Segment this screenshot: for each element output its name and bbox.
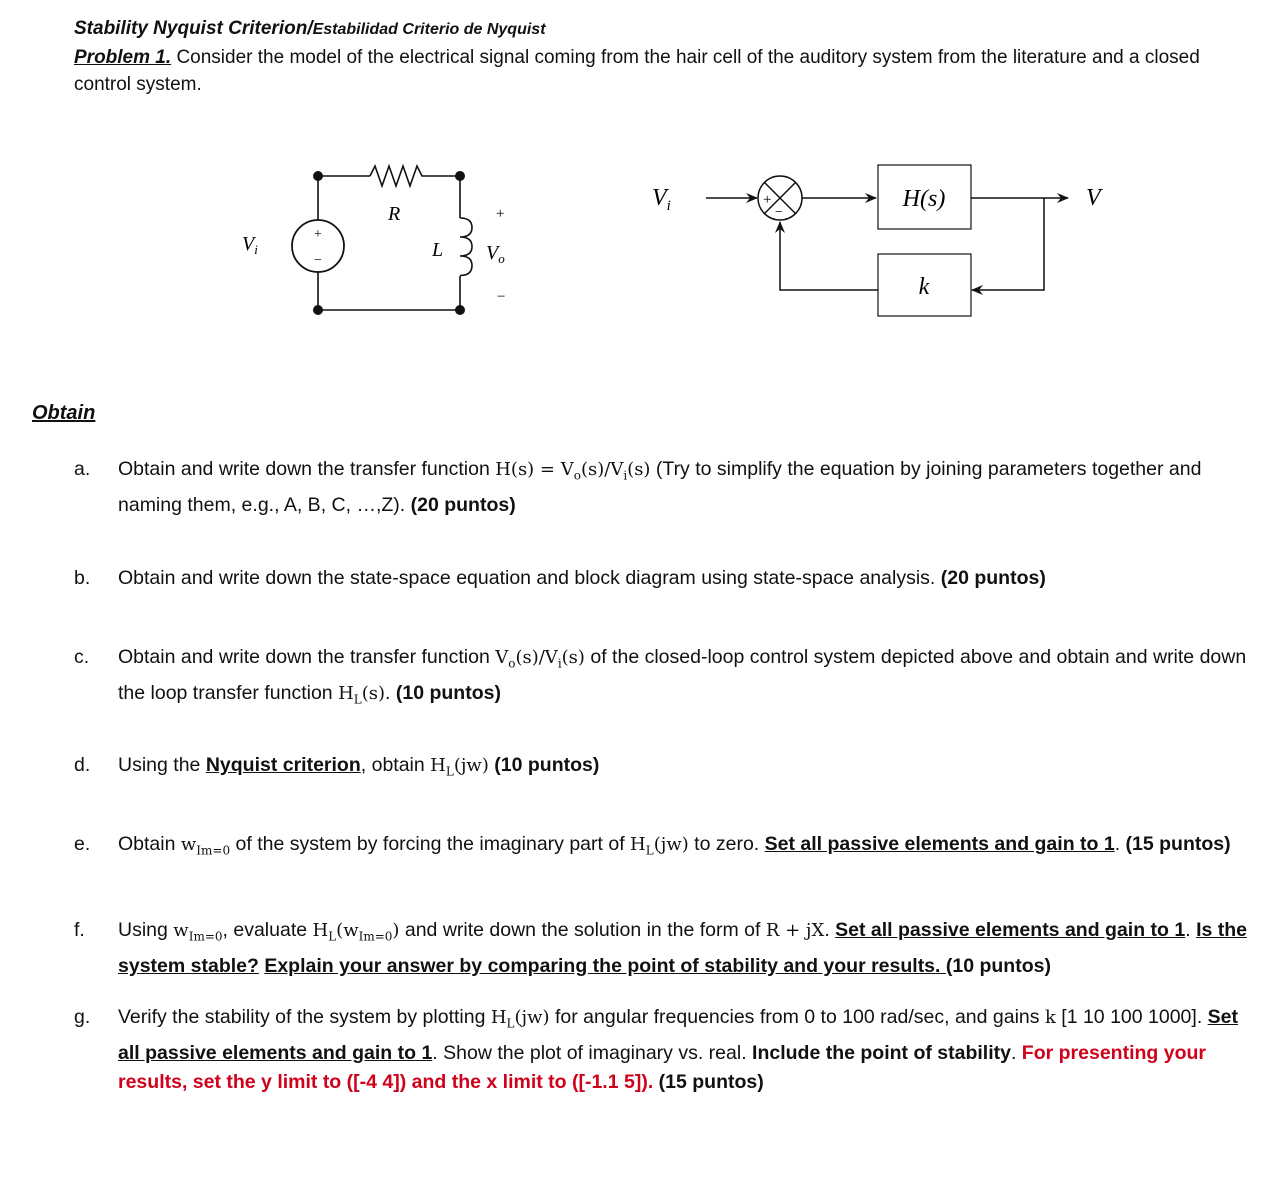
points: (10 puntos) [488, 754, 600, 776]
question-letter: d. [74, 754, 91, 776]
feedback-return-arrow [780, 222, 878, 290]
output-label: $V_o$ [486, 242, 505, 266]
stability-question: Is the system stable? [118, 919, 1247, 977]
summing-junction [758, 176, 802, 220]
equation: $H_L(s)$ [338, 682, 386, 707]
equation: k [1044, 1007, 1056, 1028]
inductor-label: L [432, 239, 444, 261]
plot-limits-instruction: For presenting your results, set the y limit to ([-4 4]) and the x limit to ([-1.1 5]). [118, 1041, 1206, 1093]
equation: $H_L(jw)$ [490, 1007, 550, 1031]
source-plus-sign: + [314, 227, 322, 242]
instruction-emphasis: Set all passive elements and gain to 1 [118, 1006, 1239, 1064]
k-block-label: k [918, 274, 930, 300]
output-plus-sign: + [496, 206, 505, 222]
points: (15 puntos) [653, 1070, 764, 1093]
points: (10 puntos) [395, 681, 501, 704]
question-letter: g. [74, 1006, 91, 1028]
points: (10 puntos) [945, 954, 1051, 977]
points: (15 puntos) [1125, 833, 1231, 855]
question-e: e. Obtain $w_{Im=0}$ of the system by forcing the imaginary part of $H_L(jw)$ to zero. Set all passive elements and gain to 1. (15 puntos) [74, 830, 1264, 866]
h-s-block-label: H(s) [902, 186, 946, 212]
equation: $w_{Im=0}$ [173, 920, 223, 944]
resistor-symbol [370, 166, 426, 186]
sum-plus-sign: + [763, 192, 772, 208]
feedback-block-diagram [640, 160, 1120, 325]
page-title: Stability Nyquist Criterion/Estabilidad Criterio de Nyquist [74, 18, 546, 39]
feedback-path [972, 198, 1044, 290]
points: (20 puntos) [940, 567, 1046, 589]
question-letter: a. [74, 458, 91, 480]
equation: $w_{Im=0}$ [180, 834, 231, 858]
equation: $H(s) = V_o(s)/V_i(s)$ [495, 459, 651, 483]
section-heading: Obtain [32, 402, 96, 424]
question-f: f. Using $w_{Im=0}$, evaluate $H_L(w_{Im=0})$ and write down the solution in the form of R + jX. Set all passive elements and gain to 1. Is the system stable? Explain your answer by comparing the point of stability and your results. (10 puntos) [74, 916, 1264, 981]
question-b: b. Obtain and write down the state-space equation and block diagram using state-space analysis. (20 puntos) [74, 564, 1264, 593]
instruction-emphasis: Explain your answer by comparing the point of stability and your results. [264, 954, 946, 977]
source-minus-sign: − [314, 253, 322, 268]
equation: R + jX [765, 920, 825, 941]
stability-point-emphasis: Include the point of stability [752, 1041, 1011, 1064]
input-label: $V_i$ [652, 185, 671, 214]
question-g: g. Verify the stability of the system by plotting $H_L(jw)$ for angular frequencies from 0 to 100 rad/sec, and gains k [1 10 100 1000]. Set all passive elements and gain to 1. Show the plot of imaginary vs. real. Include the point of stability. For presenting your results, set the y limit to ([-4 4]) and the x limit to ([-1.1 5]). (15 puntos) [74, 1003, 1264, 1097]
sum-minus-sign: − [775, 205, 783, 220]
rl-circuit-diagram [230, 158, 530, 328]
inductor-symbol [460, 218, 472, 276]
resistor-label: R [388, 203, 401, 225]
question-d: d. Using the Nyquist criterion, obtain $H_L(jw)$ (10 puntos) [74, 751, 1264, 787]
page-subtitle: Estabilidad Criterio de Nyquist [312, 21, 546, 38]
question-letter: e. [74, 833, 91, 855]
problem-label: Problem 1. [74, 47, 172, 68]
nyquist-criterion-emphasis: Nyquist criterion [205, 754, 361, 776]
question-a: a. Obtain and write down the transfer function $H(s) = V_o(s)/V_i(s)$ (Try to simplify the equation by joining parameters together and naming them, e.g., A, B, C, …,Z). (20 puntos) [74, 455, 1264, 520]
question-letter: f. [74, 919, 85, 941]
source-label: $V_i$ [242, 233, 258, 257]
question-letter: c. [74, 646, 90, 668]
equation: $H_L(w_{Im=0})$ [312, 920, 400, 944]
equation: $H_L(jw)$ [430, 755, 489, 779]
question-letter: b. [74, 567, 91, 589]
equation: $V_o(s)/V_i(s)$ [495, 647, 585, 671]
problem-statement [74, 44, 1224, 98]
instruction-emphasis: Set all passive elements and gain to 1 [835, 919, 1186, 941]
question-c: c. Obtain and write down the transfer function $V_o(s)/V_i(s)$ of the closed-loop control system depicted above and obtain and write down the loop transfer function $H_L(s)$. (10 puntos) [74, 643, 1264, 714]
output-minus-sign: − [497, 289, 506, 305]
output-label: V [1086, 185, 1101, 211]
equation: $H_L(jw)$ [630, 834, 689, 858]
problem-text: Consider the model of the electrical signal coming from the hair cell of the auditory system from the literature and a closed control system. [74, 47, 1200, 95]
instruction-emphasis: Set all passive elements and gain to 1 [764, 833, 1115, 855]
points: (20 puntos) [410, 493, 516, 516]
